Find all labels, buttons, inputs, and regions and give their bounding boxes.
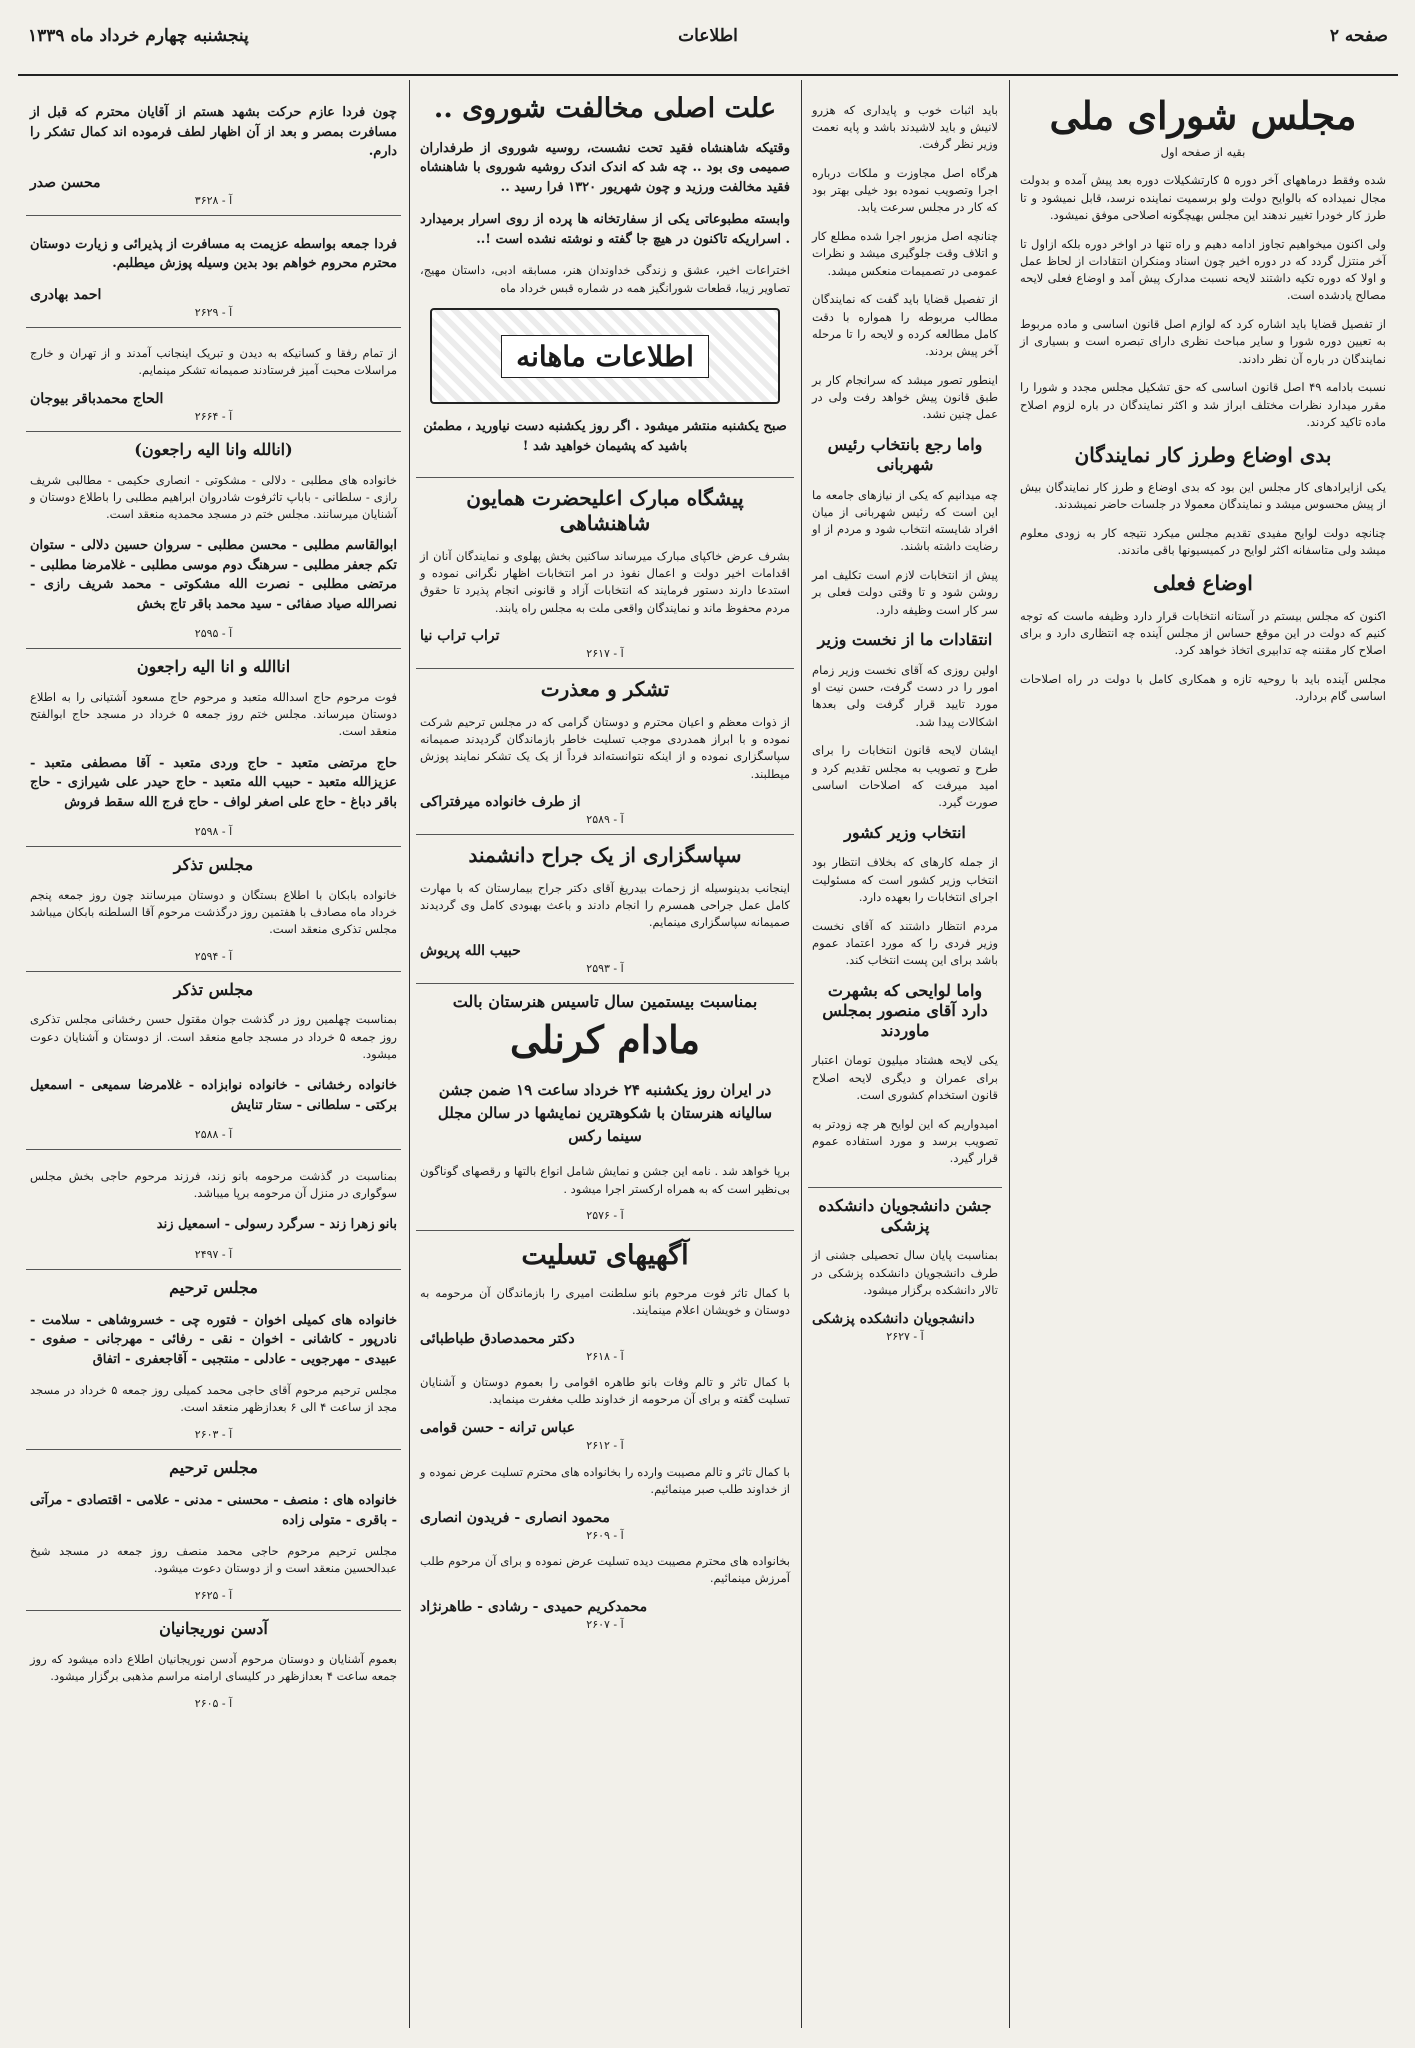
ad-code: آ - ۲۶۱۷ bbox=[586, 647, 624, 661]
thanks-notice bbox=[416, 669, 794, 835]
condolence-text: بخانواده های محترم مصیبت دیده تسلیت عرض نموده و برای آن مرحوم طلب آمرزش مینمائیم. bbox=[420, 1554, 790, 1586]
notice-title: سپاسگزاری از یک جراح دانشمند bbox=[468, 843, 742, 868]
personal-notice bbox=[26, 84, 401, 216]
personal-notice bbox=[26, 328, 401, 433]
ad-code: آ - ۳۶۲۸ bbox=[194, 193, 233, 207]
article-paragraph: از تفصیل قضایا باید اشاره کرد که لوازم اصل قانون اساسی و ماده مربوط به تعیین دوره شورا و سایر مباحث نظری دارای تبصره است و بسیاری از نمایندگان در باره آن نظر دادند. bbox=[1020, 317, 1386, 366]
majlis-article bbox=[1016, 84, 1390, 725]
condolence-signature: محمدکریم حمیدی - رشادی - طاهرنژاد bbox=[420, 1599, 648, 1615]
ad-code: آ - ۲۶۱۲ bbox=[586, 1439, 624, 1452]
column-article-continuation bbox=[808, 84, 1002, 2024]
notice-title: جشن دانشجویان دانشکده پزشکی bbox=[818, 1195, 992, 1235]
memorial-service-notice bbox=[26, 1450, 401, 1611]
monthly-magazine-ad bbox=[416, 84, 794, 478]
article-paragraph: چنانچه اصل مزبور اجرا شده مطلع کار و اتلاف وقت جلوگیری میشد و نظرات عمومی در تصمیمات منعکس میشد. bbox=[812, 229, 998, 278]
ad-code: آ - ۲۴۹۷ bbox=[194, 1247, 233, 1261]
ad-lead: وقتیکه شاهنشاه فقید تحت نشست، روسیه شوروی از طرفداران صمیمی وی بود .. چه شد که اندک اندک روشیه شوروی با شاهنشاه فقید مخالفت ورزید و چون شهریور ۱۳۲۰ فرا رسید .. bbox=[420, 140, 790, 195]
memorial-title: مجلس ترحیم bbox=[169, 1277, 258, 1297]
memorial-notice bbox=[26, 847, 401, 972]
column-ads bbox=[416, 84, 794, 2024]
header-date: پنجشنبه چهارم خرداد ماه ۱۳۳۹ bbox=[28, 26, 249, 46]
header-masthead: اطلاعات bbox=[678, 26, 738, 46]
notice-signature: محسن صدر bbox=[30, 174, 101, 191]
ad-code: آ - ۲۶۲۷ bbox=[886, 1329, 924, 1343]
notice-title: پیشگاه مبارک اعلیحضرت همایون شاهنشاهی bbox=[466, 486, 744, 536]
ad-code: آ - ۲۶۰۳ bbox=[194, 1428, 233, 1441]
article-subheading: واما رجع بانتخاب رئیس شهربانی bbox=[827, 435, 983, 474]
notice-signature: از طرف خانواده میرفتراکی bbox=[420, 794, 581, 811]
ad-code: آ - ۲۶۱۸ bbox=[586, 1349, 624, 1363]
article-lead: شده وفقط درماههای آخر دوره ۵ کارتشکیلات دوره بعد پیش آمده و بدولت مجال نمیداده که بالوایح دولت ولو برسمیت نماینده نرسد، قابل نمیشود و تا طرز کار خودرا تغییر ندهند این مجلس بهیچگونه اصلاحی موفق نمیشود. bbox=[1020, 173, 1386, 222]
personal-notice bbox=[26, 216, 401, 328]
obituary bbox=[26, 432, 401, 649]
notice-text: اینجانب بدینوسیله از زحمات بیدریغ آقای دکتر جراح بیمارستان که با مهارت کامل عمل جراحی همسرم را انجام دادند و باعث بهبودی کامل وی گردیدند صمیمانه سپاسگزاری مینمایم. bbox=[420, 880, 790, 930]
medical-students-notice bbox=[808, 1188, 1002, 1351]
ad-lead: اختراعات اخیر، عشق و زندگی خداوندان هنر، مسابقه ادبی، داستان مهیج، تصاویر زیبا، قطعات شورانگیز همه در شماره قبس خرداد ماه bbox=[420, 263, 790, 295]
ad-code: آ - ۲۵۹۵ bbox=[194, 627, 233, 641]
notice-signature: تراب تراب نیا bbox=[420, 628, 500, 645]
ad-title: علت اصلی مخالفت شوروی .. bbox=[433, 93, 777, 124]
memorial-text: مجلس ترحیم مرحوم آقای حاجی محمد کمیلی روز جمعه ۵ خرداد در مسجد مجد از ساعت ۴ الی ۶ بعدازظهر منعقد است. bbox=[30, 1383, 397, 1415]
condolence-text: با کمال تاثر فوت مرحوم بانو سلطنت امیری را بازماندگان آن مرحومه به دوستان و خویشان اعلام مینمایند. bbox=[420, 1285, 790, 1317]
notice-text: از تمام رفقا و کسانیکه به دیدن و تبریک اینجانب آمدند و از تهران و خارج مراسلات محبت آمیز فرستادند صمیمانه تشکر مینمایم. bbox=[30, 346, 397, 378]
article-paragraph: اکنون که مجلس بیستم در آستانه انتخابات قرار دارد وظیفه ماست که توجه کنیم که دولت در این موقع حساس از مجلس آینده چه انتظاری دارد و برای اصلاح کار مقننه چه تدابیری اتخاذ خواهد کرد. bbox=[1020, 608, 1386, 657]
article-subheading: بدی اوضاع وطرز کار نمایندگان bbox=[1074, 442, 1332, 467]
obituary-text: فوت مرحوم حاج اسدالله متعبد و مرحوم حاج مسعود آشتیانی را به اطلاع دوستان میرساند. مجلس ختم روز جمعه ۵ خرداد در مسجد حاج ابوالفتح منعقد است. bbox=[30, 689, 397, 739]
memorial-notice bbox=[26, 972, 401, 1150]
notice-text: از ذوات معظم و اعیان محترم و دوستان گرامی که در مجلس ترحیم شرکت نموده و با ابراز همدردی موجب تسلیت خاطر بازماندگان گردیدند صمیمانه سپاسگزاری نموده و از اینکه نتوانسته‌اند فرداً از یک یک تشکر نمایند پوزش میطلبند. bbox=[420, 714, 790, 781]
column-majlis-article bbox=[1016, 84, 1390, 2024]
ad-code: آ - ۲۵۹۴ bbox=[194, 949, 233, 963]
ad-code: آ - ۲۵۸۸ bbox=[194, 1128, 233, 1141]
article-paragraph: چه میدانیم که یکی از نیازهای جامعه ما این است که رئیس شهربانی از میان افراد شایسته انتخاب شود و مردم از او رضایت داشته باشند. bbox=[812, 487, 998, 554]
obituary bbox=[26, 649, 401, 847]
continuation-text bbox=[808, 84, 1002, 1188]
obituary-title: اناالله و انا الیه راجعون bbox=[136, 657, 291, 677]
obituary-names: حاج مرتضی متعبد - حاج وردی متعبد - آقا مصطفی متعبد - عزیزالله متعبد - حبیب الله متعبد - حاج حیدر علی شیرازی - حاج باقر دباغ - حاج علی اصغر لواف - حاج فرج الله سقط فروش bbox=[30, 755, 397, 810]
memorial-names: خانواده رخشانی - خانواده نوابزاده - غلامرضا سمیعی - اسمعیل برکتی - سلطانی - ستار تنایش bbox=[30, 1078, 397, 1113]
memorial-names: خانواده های کمیلی اخوان - فتوره چی - خسروشاهی - سلامت - نادرپور - کاشانی - اخوان - نقی - رفائی - مهرجانی - صفوی - عبیدی - مهرجویی - عادلی - منتجبی - آقاجعفری - اتفاق bbox=[30, 1312, 397, 1367]
article-paragraph: باید اثبات خوب و پایداری که هزرو لانیش و باید لاشیدند باشد و پایه نعمت وزیر نظر گرفت. bbox=[812, 102, 998, 151]
article-paragraph: نسبت بادامه ۴۹ اصل قانون اساسی که حق تشکیل مجلس مجدد و شورا را مقرر میدارد نظرات مختلف ابراز شد و اکثر نمایندگان در باره لزوم اصلاح ماده تاکید کردند. bbox=[1020, 380, 1386, 429]
event-title: بمناسبت بیستمین سال تاسیس هنرستان بالت bbox=[452, 992, 758, 1011]
notice-signature: احمد بهادری bbox=[30, 286, 102, 303]
article-paragraph: اینطور تصور میشد که سرانجام کار بر طبق قانون پیش خواهد رفت ولی در عمل چنین نشد. bbox=[812, 372, 998, 422]
article-paragraph: اولین روزی که آقای نخست وزیر زمام امور را در دست گرفت، حسن نیت او مورد تایید قرار گرفت ولی بعدها اشکالات پیدا شد. bbox=[812, 662, 998, 729]
ad-code: آ - ۲۶۶۴ bbox=[194, 410, 233, 423]
article-paragraph: یکی ازایرادهای کار مجلس این بود که بدی اوضاع و طرز کار نمایندگان بیش از پیش محسوس میشد و نمایندگان معمولا در جلسات حاضر نمیشدند. bbox=[1020, 480, 1386, 512]
memorial-names: بانو زهرا زند - سرگرد رسولی - اسمعیل زند bbox=[156, 1217, 397, 1232]
event-performer: مادام کرنلی bbox=[509, 1017, 701, 1062]
ad-code: آ - ۲۵۷۶ bbox=[586, 1209, 624, 1223]
article-paragraph: ولی اکنون میخواهیم تجاوز ادامه دهیم و راه تنها در اواخر دوره بلکه ازاول تا آخر منتزل گردد که در دوره اخیر چون اسناد ومنکران انتقادات از لحاظ عمل و اولا که دوره تکیه داشتند لایحه نسبت مدارک پیش آمد و اوضاع فعلی لایحه مصالح یادشده است. bbox=[1020, 236, 1386, 303]
article-continuation-note: بقیه از صفحه اول bbox=[1160, 144, 1246, 159]
condolence-signature: عباس ترانه - حسن قوامی bbox=[420, 1420, 575, 1436]
memorial-text: مجلس ترحیم مرحوم حاجی محمد منصف روز جمعه در مسجد شیخ عبدالحسین منعقد است و از دوستان دعوت میشود. bbox=[30, 1544, 397, 1576]
newspaper-page bbox=[18, 14, 1398, 2036]
obituary-text: خانواده های مطلبی - دلالی - مشکوتی - انصاری حکیمی - مطالبی شریف رازی - سلطانی - باباپ تاثرفوت شادروان ابراهیم مطلبی را باطلاع دوستان و آشنایان میرسانند. مجلس ختم در مسجد محمدیه منعقد است. bbox=[30, 472, 397, 521]
ad-code: آ - ۲۶۰۷ bbox=[586, 1618, 624, 1631]
notice-text: بمناسبت پایان سال تحصیلی جشنی از طرف دانشجویان دانشکده پزشکی در تالار دانشکده برگزار میشود. bbox=[812, 1248, 998, 1297]
condolence-text: با کمال تاثر و تالم مصیبت وارده را بخانواده های محترم تسلیت عرض نموده و از خداوند طلب صبر مینمائیم. bbox=[420, 1464, 790, 1496]
header-page-number: صفحه ۲ bbox=[1329, 26, 1388, 46]
column-rule bbox=[1009, 80, 1010, 2028]
ad-lead: وابسته مطبوعاتی یکی از سفارتخانه ها پرده از روی اسرار برمیدارد . اسراریکه تاکنون در هیچ جا گفته و نوشته نشده است !.. bbox=[420, 212, 790, 247]
article-subheading: اوضاع فعلی bbox=[1153, 571, 1253, 595]
ad-code: آ - ۲۶۰۵ bbox=[194, 1696, 233, 1710]
notice-signature: حبیب الله پریوش bbox=[420, 943, 521, 959]
surgeon-thanks-notice bbox=[416, 835, 794, 984]
magazine-banner bbox=[430, 308, 780, 404]
ballet-event-ad bbox=[416, 984, 794, 1231]
page-header bbox=[18, 14, 1398, 76]
condolence-ads bbox=[416, 1231, 794, 1639]
obituary-names: ابوالقاسم مطلبی - محسن مطلبی - سروان حسین دلالی - ستوان تکم جعفر مطلبی - سرهنگ دوم موسی مطلبی - غلامرضا مطلبی - مرتضی مطلبی - نصرت الله مشکوتی - محمد شریف رازی - نصرالله صیاد صفائی - سید محمد باقر تاج بخش bbox=[30, 538, 397, 612]
ad-code: آ - ۲۵۹۳ bbox=[586, 962, 624, 975]
memorial-title: مجلس تذکر bbox=[173, 855, 254, 874]
memorial-names: خانواده های : منصف - محسنی - مدنی - علامی - اقتصادی - مرآتی - باقری - متولی زاده bbox=[30, 1493, 397, 1528]
column-rule bbox=[801, 80, 802, 2028]
event-note: برپا خواهد شد . نامه این جشن و نمایش شامل انواع بالتها و رقصهای گوناگون بی‌نظیر است که به همراه ارکستر اجرا میشود . bbox=[420, 1164, 790, 1196]
article-title: مجلس شورای ملی bbox=[1049, 93, 1357, 138]
memorial-title: مجلس تذکر bbox=[173, 979, 254, 999]
magazine-banner-text: اطلاعات ماهانه bbox=[501, 335, 709, 378]
notice-title: تشکر و معذرت bbox=[540, 677, 670, 702]
article-paragraph: مجلس آینده باید با روحیه تازه و همکاری کامل با دولت در راه اصلاحات اساسی گام بردارد. bbox=[1020, 671, 1386, 703]
article-paragraph: مردم انتظار داشتند که آقای نخست وزیر فردی را که مورد اعتماد عموم باشد برای این پست انتخاب کند. bbox=[812, 918, 998, 967]
memorial-notice bbox=[26, 1150, 401, 1270]
article-subheading: انتقادات ما از نخست وزیر bbox=[817, 630, 993, 650]
article-paragraph: از تفصیل قضایا باید گفت که نمایندگان مطالب مربوطه را همواره با دقت کامل مطالعه کرده و لایحه را تا مرحله آخر پیش بردند. bbox=[812, 292, 998, 358]
ad-code: آ - ۲۶۲۹ bbox=[194, 305, 233, 319]
notice-signature: دانشجویان دانشکده پزشکی bbox=[812, 1310, 975, 1327]
ad-code: آ - ۲۶۲۵ bbox=[194, 1589, 233, 1602]
ad-code: آ - ۲۵۹۸ bbox=[194, 825, 233, 838]
ad-code: آ - ۲۶۰۹ bbox=[586, 1528, 624, 1542]
ad-code: آ - ۲۵۸۹ bbox=[586, 813, 624, 827]
memorial-text: بمناسبت چهلمین روز در گذشت جوان مقتول حسن رخشانی مجلس تذکری روز جمعه ۵ خرداد در مسجد جامع منعقد است. از دوستان و آشنایان دعوت میشود. bbox=[30, 1012, 397, 1061]
notice-text: چون فردا عازم حرکت بشهد هستم از آقایان محترم که قبل از مسافرت بمصر و بعد از آن اظهار لطف فرموده اند کمال تشکر را دارم. bbox=[30, 105, 397, 159]
article-paragraph: هرگاه اصل مجاوزت و ملکات درباره اجرا وتصویب نموده بود خیلی بهتر بود که کار در مجلس سرعت یابد. bbox=[812, 165, 998, 215]
condolence-signature: دکتر محمدصادق طباطبائی bbox=[420, 1330, 575, 1347]
ad-note: صبح یکشنبه منتشر میشود . اگر روز یکشنبه دست نیاورید ، مطمئن باشید که پشیمان خواهید شد ! bbox=[423, 419, 787, 454]
obituary-title: (انالله وانا الیه راجعون) bbox=[134, 440, 293, 459]
column-rule bbox=[409, 80, 410, 2028]
memorial-notice bbox=[26, 1611, 401, 1718]
article-paragraph: از جمله کارهای که بخلاف انتظار بود انتخاب وزیر کشور است که مسئولیت اجرای انتخابات را بعهده دارد. bbox=[812, 855, 998, 904]
notice-text: بشرف عرض خاکپای مبارک میرساند ساکنین بخش پهلوی و نمایندگان آنان از اقدامات اخیر دولت و اعمال نفوذ در امر انتخابات اظهار نگرانی نموده و استدعا دارند دستور فرمایند که انتخابات آزاد و قانونی انجام پذیرد تا حقوق مردم محفوظ ماند و نمایندگان واقعی ملت به مجلس راه یابند. bbox=[420, 548, 790, 615]
article-paragraph: پیش از انتخابات لازم است تکلیف امر روشن شود و تا وقتی دولت فعلی بر سر کار است وظیفه دارد. bbox=[812, 568, 998, 617]
article-subheading: انتخاب وزیر کشور bbox=[844, 822, 966, 842]
memorial-text: خانواده بابکان با اطلاع بستگان و دوستان میرسانند چون روز جمعه پنجم خرداد ماه مصادف با هفتمین روز درگذشت مرحوم آقا السلطنه بابکان میباشد مجلس تذکری منعقد است. bbox=[30, 887, 397, 936]
article-paragraph: ایشان لایحه قانون انتخابات را برای طرح و تصویب به مجلس تقدیم کرد و امید میرفت که اصلاحات اساسی صورت گیرد. bbox=[812, 743, 998, 809]
memorial-service-notice bbox=[26, 1270, 401, 1451]
condolence-signature: محمود انصاری - فریدون انصاری bbox=[420, 1509, 610, 1526]
memorial-title: آدسن نوریجانیان bbox=[159, 1619, 268, 1638]
notice-signature: الحاج محمدباقر بیوجان bbox=[30, 391, 164, 407]
article-subheading: واما لوایحی که بشهرت دارد آقای منصور بمجلس ماوردند bbox=[822, 980, 988, 1040]
notice-text: فردا جمعه بواسطه عزیمت به مسافرت از پذیرائی و زیارت دوستان محترم محروم خواهم بود بدین وسیله پوزش میطلبم. bbox=[30, 236, 397, 271]
article-paragraph: چنانچه دولت لوایح مفیدی تقدیم مجلس میکرد نتیجه کار به زودی معلوم میشد ولی متاسفانه اکثر لوایح در کمیسیونها باقی ماندند. bbox=[1020, 526, 1386, 558]
memorial-text: بعموم آشنایان و دوستان مرحوم آدسن نوریجانیان اطلاع داده میشود که روز جمعه ساعت ۴ بعدازظهر در کلیسای ارامنه مراسم مذهبی برگزار میشود. bbox=[30, 1651, 397, 1683]
column-notices bbox=[26, 84, 401, 2024]
article-paragraph: امیدواریم که این لوایح هر چه زودتر به تصویب برسد و مورد استفاده عموم قرار گیرد. bbox=[812, 1116, 998, 1165]
condolence-text: با کمال تاثر و تالم وفات بانو طاهره اقوامی را بعموم دوستان و آشنایان تسلیت گفته و برای آن مرحومه از خداوند طلب مغفرت مینماید. bbox=[420, 1375, 790, 1407]
memorial-title: مجلس ترحیم bbox=[169, 1458, 258, 1477]
memorial-text: بمناسبت در گذشت مرحومه بانو زند، فرزند مرحوم حاجی بخش مجلس سوگواری در منزل آن مرحومه برپا میباشد. bbox=[30, 1168, 397, 1200]
section-title: آگهیهای تسلیت bbox=[521, 1240, 689, 1272]
article-paragraph: یکی لایحه هشتاد میلیون تومان اعتبار برای عمران و دیگری لایحه اصلاح قانون استخدام کشوری است. bbox=[812, 1053, 998, 1102]
petition-notice bbox=[416, 478, 794, 669]
event-text: در ایران روز یکشنبه ۲۴ خرداد ساعت ۱۹ ضمن جشن سالیانه هنرستان با شکوهترین نمایشها در سالن مجلل سینما رکس bbox=[437, 1080, 773, 1145]
